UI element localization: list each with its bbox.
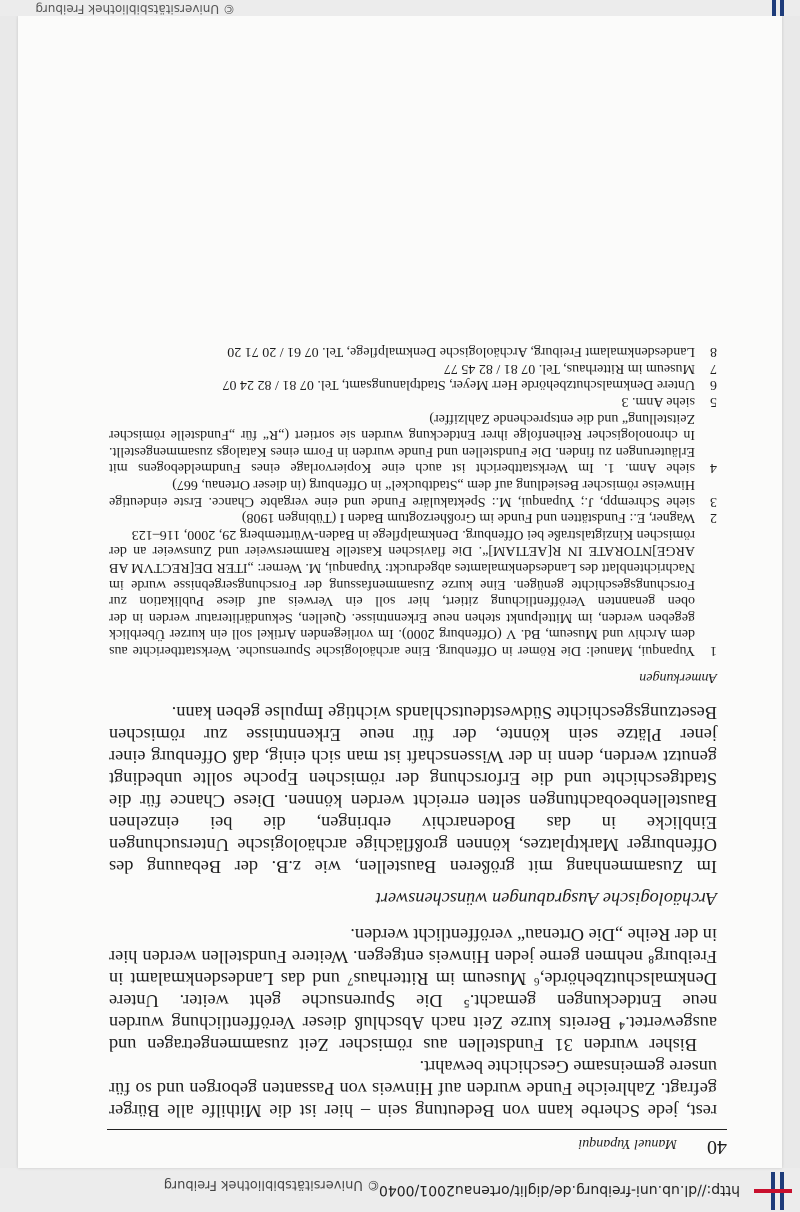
footnote (109, 409, 717, 475)
footnote-text: Museum im Ritterhaus, Tel. 07 81 / 82 45 77 (443, 360, 695, 376)
notes-heading: Anmerkungen (639, 670, 717, 685)
footnote-number: 2 (710, 510, 717, 526)
viewer-footer (0, 0, 800, 16)
footnote (109, 509, 717, 526)
footnote-number: 4 (710, 460, 717, 476)
footnote-number: 6 (710, 377, 717, 393)
footnote-text: Yupanqui, Manuel: Die Römer in Offenburg. Eine archäologische Spurensuche. Werkstattberichte aus dem Archiv und Museum, Bd. V (Offenburg 2000). Im vorliegenden Artikel soll ein kurzer Überblick gegeben werden, im Mittelpunkt stehen neue Erkenntnisse. Quellen, Sekundärliteratur werden in der oben genannten Veröffentlichung zitiert, hier soll ein Verweis auf diese Publikation zur Forschungsgeschichte genügen. Eine kurze Zusammenfassung der Forschungsergebnisse wurde im Nachrichtenblatt des Landesdenkmalamtes abgedruckt: Yupanqui, M. Werner: „ITER DE[RECTVM AB ARGE]NTORATE IN R[AETIAM]“. Die flavischen Kastelle Rammersweier und Zunsweier an der römischen Kinzigtalstraße bei Offenburg. Denkmalpflege in Baden-Württemberg 29, 2000, 116–123 (109, 526, 695, 658)
footnote-number: 3 (710, 493, 717, 509)
page-number: 40 (707, 1136, 727, 1158)
viewer-header (0, 1168, 800, 1212)
footnote-number: 1 (710, 643, 717, 658)
article-body (109, 343, 717, 1122)
header-rule (107, 1129, 727, 1130)
ub-logo-icon (754, 1172, 792, 1210)
paragraph: rest, jede Scherbe kann von Bedeutung sein – hier ist die Mithilfe alle Bürger gefragt. Zahlreiche Funde wurden auf Hinweis von Passanten geborgen und so für unsere gemeinsame Geschichte bewahrt. (109, 1057, 717, 1121)
footnote-text: Wagner, E.: Fundstätten und Funde im Großherzogtum Baden I (Tübingen 1908) (241, 510, 695, 526)
footnote-text: Untere Denkmalschutzbehörde Herr Meyer, Stadtplanungsamt, Tel. 07 81 / 82 24 07 (222, 377, 695, 393)
footnote-text: siehe Anm. 3 (621, 394, 695, 410)
footnote-number: 8 (710, 344, 717, 360)
page-url[interactable]: http://dl.ub.uni-freiburg.de/diglit/ortenau2001/0040 (378, 1182, 740, 1198)
footnote (109, 376, 717, 393)
footnote-text: siehe Anm. 1. Im Werkstattbericht ist auch eine Kopiervorlage eines Fundmeldebogens mit Erläuterungen zu finden. Die Fundstellen und Funde wurden in Form eines Katalogs zusammengestellt. In chronologischer Reihenfolge ihrer Entdeckung wurden sie sortiert („R“ für „Fundstelle römischer Zeitstellung“ und die entsprechende Zahlziffer) (109, 410, 695, 476)
footnote (109, 343, 717, 360)
footnote (109, 475, 717, 508)
footnote (109, 359, 717, 376)
section-heading: Archäologische Ausgrabungen wünschenswert (375, 889, 717, 909)
footnote-text: Landesdenkmalamt Freiburg, Archäologische Denkmalpflege, Tel. 07 61 / 20 71 20 (227, 344, 695, 360)
footnote-number: 5 (710, 394, 717, 410)
scanned-page (18, 16, 782, 1168)
copyright-holder: © Universitätsbibliothek Freiburg (35, 2, 235, 16)
footnote (109, 393, 717, 410)
copyright-holder: © Universitätsbibliothek Freiburg (163, 1177, 380, 1192)
paragraph: Im Zusammenhang mit größeren Baustellen, wie z.B. der Bebauung des Offenburger Marktplatzes, können großflächige archäologische Untersuchungen Einblicke in das Bodenarchiv erbringen, die bei einzelnen Baustellenbeobachtungen selten erreicht werden können. Diese Chance für die Stadtgeschichte und die Erforschung der römischen Epoche sollte unbedingt genutzt werden, denn in der Wissenschaft ist man sich einig, daß Offenburg einer jener Plätze sein könnte, der für neue Erkenntnisse zur römischen Besetzungsgeschichte Südwestdeutschlands wichtige Impulse geben kann. (109, 703, 717, 877)
footnote-number: 7 (710, 360, 717, 376)
running-head-author: Manuel Yupanqui (578, 1136, 677, 1151)
footnote (109, 525, 717, 658)
ub-logo-icon (756, 0, 794, 16)
footnote-text: siehe Schrempp, J.; Yupanqui, M.: Spektakuläre Funde und eine vergabte Chance. Erste eindeutige Hinweise römischer Besiedlung auf dem „Stadtbuckel“ in Offenburg (in dieser Ortenau, 667) (109, 477, 695, 509)
paragraph: Bisher wurden 31 Fundstellen aus römischer Zeit zusammengetragen und ausgewertet.⁴ Bereits kurze Zeit nach Abschluß dieser Veröffentlichung wurden neue Entdeckungen gemacht.⁵ Die Spurensuche geht weiter. Untere Denkmalschutzbehörde,⁶ Museum im Ritterhaus⁷ und das Landesdenkmalamt in Freiburg⁸ nehmen gerne jeden Hinweis entgegen. Weitere Fundstellen werden hier in der Reihe „Die Ortenau“ veröffentlicht werden. (109, 925, 717, 1055)
